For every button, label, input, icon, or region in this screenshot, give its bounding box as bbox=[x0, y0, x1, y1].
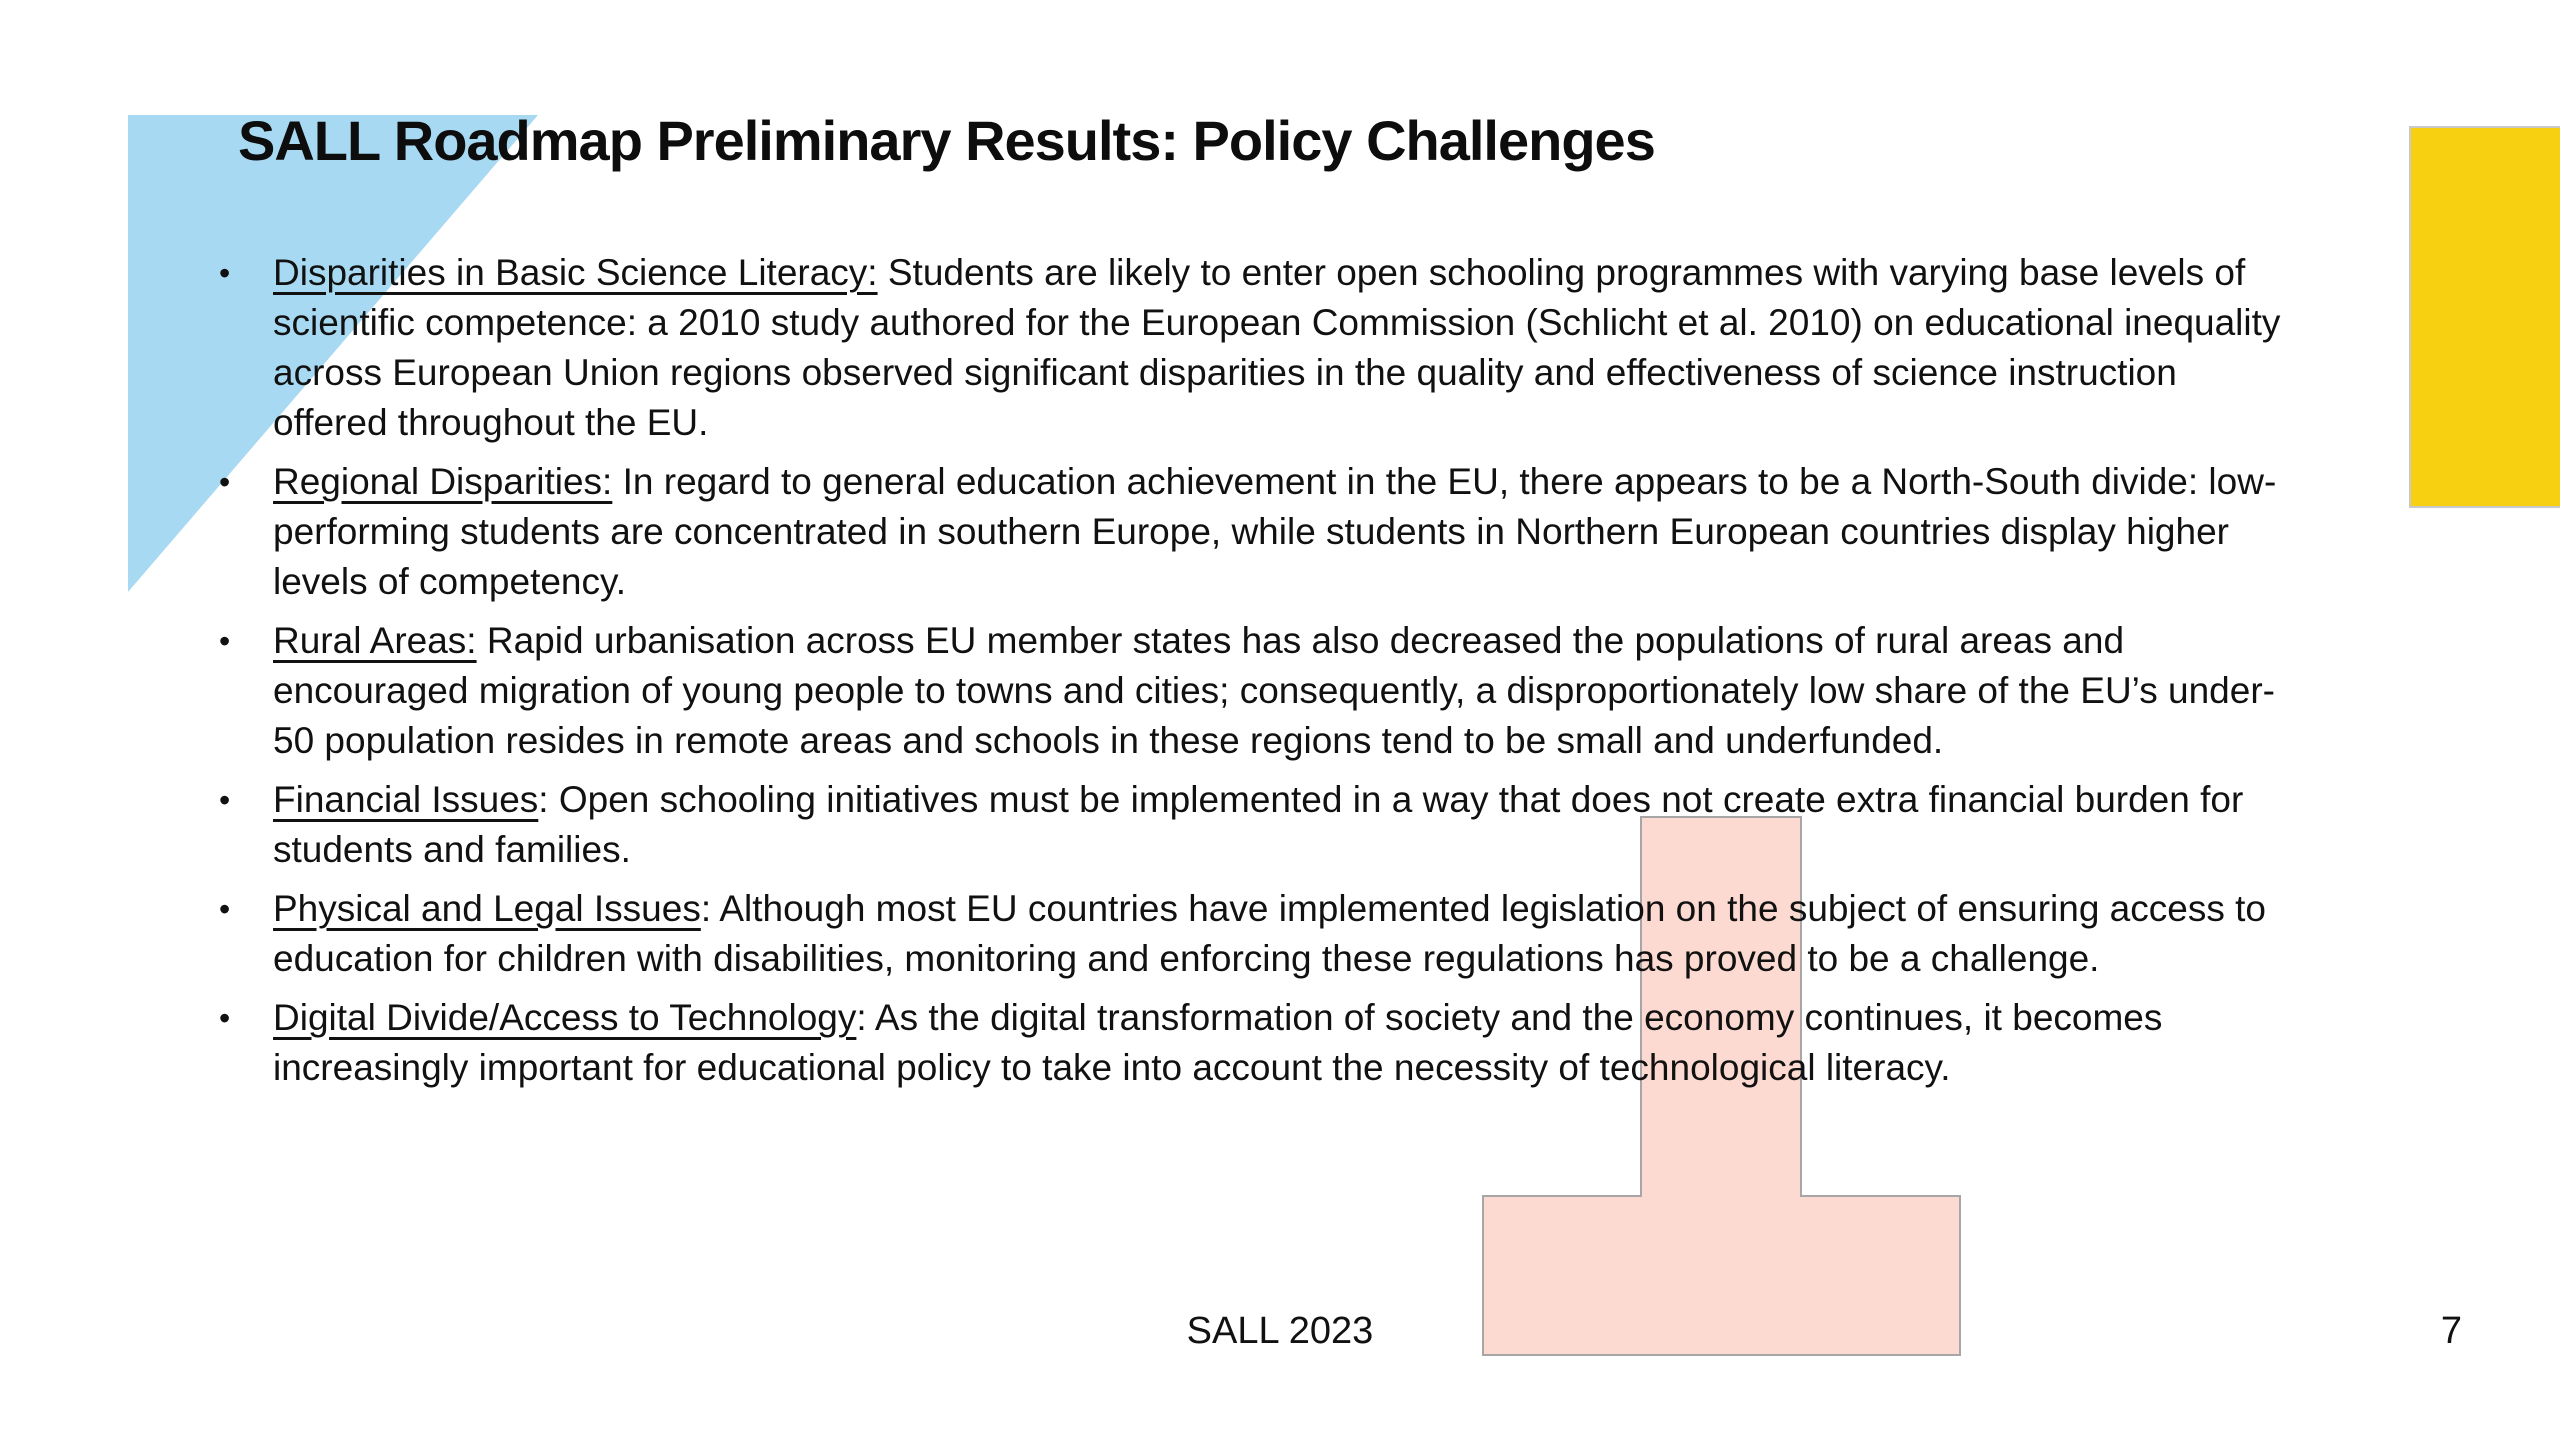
footer-label: SALL 2023 bbox=[1186, 1310, 1374, 1352]
bullet-content bbox=[273, 616, 2290, 766]
bullet-item-digital-divide bbox=[215, 993, 2290, 1093]
slide-title: SALL Roadmap Preliminary Results: Policy Challenges bbox=[238, 109, 1655, 172]
bullet-marker: • bbox=[219, 782, 231, 818]
page-number: 7 bbox=[2440, 1310, 2462, 1352]
bullet-item-disparities bbox=[215, 248, 2290, 448]
yellow-rectangle-shape bbox=[2410, 127, 2560, 507]
bullet-marker: • bbox=[219, 464, 231, 500]
bullet-item-physical-legal bbox=[215, 884, 2290, 984]
bullet-item-financial bbox=[215, 775, 2290, 875]
bullet-text: : Open schooling initiatives must be implemented in a way that does not create extra financial burden for students and families. bbox=[273, 779, 2244, 870]
bullet-text: In regard to general education achievement in the EU, there appears to be a North-South divide: low-performing students are concentrated in southern Europe, while students in Northern European countries display higher levels of competency. bbox=[273, 461, 2277, 602]
bullet-text: Students are likely to enter open schooling programmes with varying base levels of scientific competence: a 2010 study authored for the European Commission (Schlicht et al. 2010) on educational inequality across European Union regions observed significant disparities in the quality and effectiveness of science instruction offered throughout the EU. bbox=[273, 252, 2281, 443]
bullet-lead: Digital Divide/Access to Technology bbox=[273, 997, 857, 1038]
bullet-content bbox=[273, 248, 2290, 448]
bullet-text: : Although most EU countries have implemented legislation on the subject of ensuring access to education for children with disabilities, monitoring and enforcing these regulations has proved to be a challenge. bbox=[273, 888, 2266, 979]
bullet-text: : As the digital transformation of society and the economy continues, it becomes increasingly important for educational policy to take into account the necessity of technological literacy. bbox=[273, 997, 2163, 1088]
bullet-item-rural bbox=[215, 616, 2290, 766]
bullet-item-regional bbox=[215, 457, 2290, 607]
bullet-lead: Regional Disparities: bbox=[273, 461, 613, 502]
bullet-lead: Rural Areas: bbox=[273, 620, 477, 661]
bullet-marker: • bbox=[219, 255, 231, 291]
bullet-lead: Disparities in Basic Science Literacy: bbox=[273, 252, 878, 293]
bullet-lead: Financial Issues bbox=[273, 779, 539, 820]
bullet-content bbox=[273, 775, 2290, 875]
bullet-text: Rapid urbanisation across EU member states has also decreased the populations of rural areas and encouraged migration of young people to towns and cities; consequently, a disproportionately low share of the EU’s under-50 population resides in remote areas and schools in these regions tend to be small and underfunded. bbox=[273, 620, 2275, 761]
bullet-content bbox=[273, 884, 2290, 984]
bullet-content bbox=[273, 457, 2290, 607]
bullet-marker: • bbox=[219, 1000, 231, 1036]
bullet-lead: Physical and Legal Issues bbox=[273, 888, 701, 929]
bullet-marker: • bbox=[219, 891, 231, 927]
bullet-list bbox=[215, 248, 2290, 1102]
bullet-marker: • bbox=[219, 623, 231, 659]
bullet-content bbox=[273, 993, 2290, 1093]
